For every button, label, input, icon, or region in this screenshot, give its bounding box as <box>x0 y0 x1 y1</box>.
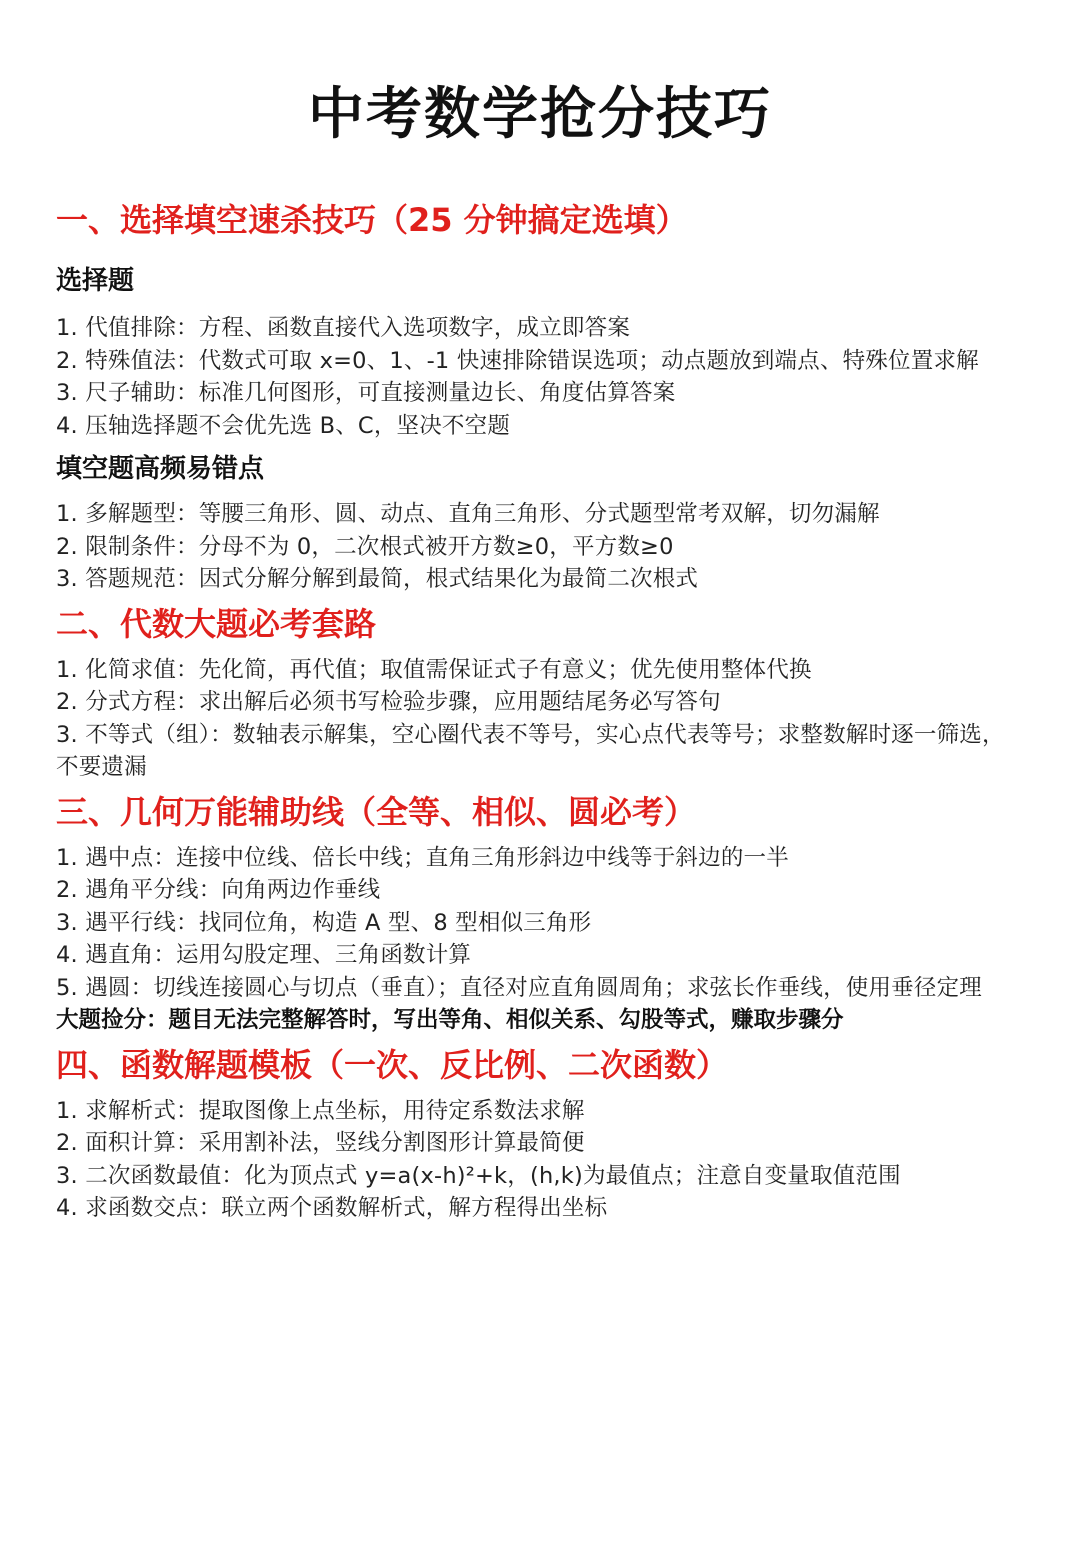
list-item: 5. 遇圆：切线连接圆心与切点（垂直）；直径对应直角圆周角；求弦长作垂线，使用垂径定理 <box>56 974 982 1001</box>
list-item: 3. 答题规范：因式分解分解到最简，根式结果化为最简二次根式 <box>56 566 699 592</box>
section-heading-2: 二、代数大题必考套路 <box>56 604 377 643</box>
section-algebra <box>56 604 1024 784</box>
subsection-heading-fill: 填空题高频易错点 <box>56 454 265 484</box>
list-item: 1. 化简求值：先化简，再代值；取值需保证式子有意义；优先使用整体代换 <box>56 656 812 683</box>
list-item: 2. 面积计算：采用割补法，竖线分割图形计算最简便 <box>56 1130 585 1156</box>
geometry-tips-list <box>56 842 1024 1005</box>
list-item: 4. 求函数交点：联立两个函数解析式，解方程得出坐标 <box>56 1195 608 1221</box>
fill-tips-list <box>56 498 1024 596</box>
list-item: 1. 遇中点：连接中位线、倍长中线；直角三角形斜边中线等于斜边的一半 <box>56 844 789 871</box>
list-item: 3. 不等式（组）：数轴表示解集，空心圈代表不等号，实心点代表等号；求整数解时逐一筛选，不要遗漏 <box>56 721 1005 780</box>
subsection-heading-choice: 选择题 <box>56 266 135 296</box>
section-geometry <box>56 792 1024 1037</box>
choice-tips-list <box>56 312 1024 442</box>
section-heading-3: 三、几何万能辅助线（全等、相似、圆必考） <box>56 792 697 831</box>
list-item: 1. 代值排除：方程、函数直接代入选项数字，成立即答案 <box>56 315 631 341</box>
section-heading-1: 一、选择填空速杀技巧（25 分钟搞定选填） <box>56 201 688 239</box>
list-item: 1. 多解题型：等腰三角形、圆、动点、直角三角形、分式题型常考双解，切勿漏解 <box>56 501 880 527</box>
list-item: 3. 尺子辅助：标准几何图形，可直接测量边长、角度估算答案 <box>56 380 676 406</box>
section-heading-4: 四、函数解题模板（一次、反比例、二次函数） <box>56 1045 729 1084</box>
section-choice-fill <box>56 200 1024 596</box>
section-functions <box>56 1045 1024 1225</box>
list-item: 3. 遇平行线：找同位角，构造 A 型、8 型相似三角形 <box>56 909 592 936</box>
list-item: 4. 压轴选择题不会优先选 B、C，坚决不空题 <box>56 412 511 439</box>
algebra-tips-list <box>56 654 1024 784</box>
list-item: 2. 分式方程：求出解后必须书写检验步骤，应用题结尾务必写答句 <box>56 689 721 715</box>
bold-note: 大题捡分：题目无法完整解答时，写出等角、相似关系、勾股等式，赚取步骤分 <box>56 1007 844 1033</box>
list-item: 2. 限制条件：分母不为 0，二次根式被开方数≥0，平方数≥0 <box>56 533 674 560</box>
list-item: 4. 遇直角：运用勾股定理、三角函数计算 <box>56 942 472 968</box>
list-item: 3. 二次函数最值：化为顶点式 y=a(x-h)²+k，(h,k)为最值点；注意自变量取值范围 <box>56 1162 901 1189</box>
function-tips-list <box>56 1095 1024 1225</box>
page-title: 中考数学抢分技巧 <box>308 81 772 147</box>
list-item: 2. 遇角平分线：向角两边作垂线 <box>56 877 381 903</box>
list-item: 1. 求解析式：提取图像上点坐标，用待定系数法求解 <box>56 1097 585 1124</box>
list-item: 2. 特殊值法：代数式可取 x=0、1、-1 快速排除错误选项；动点题放到端点、特殊位置求解 <box>56 347 979 374</box>
